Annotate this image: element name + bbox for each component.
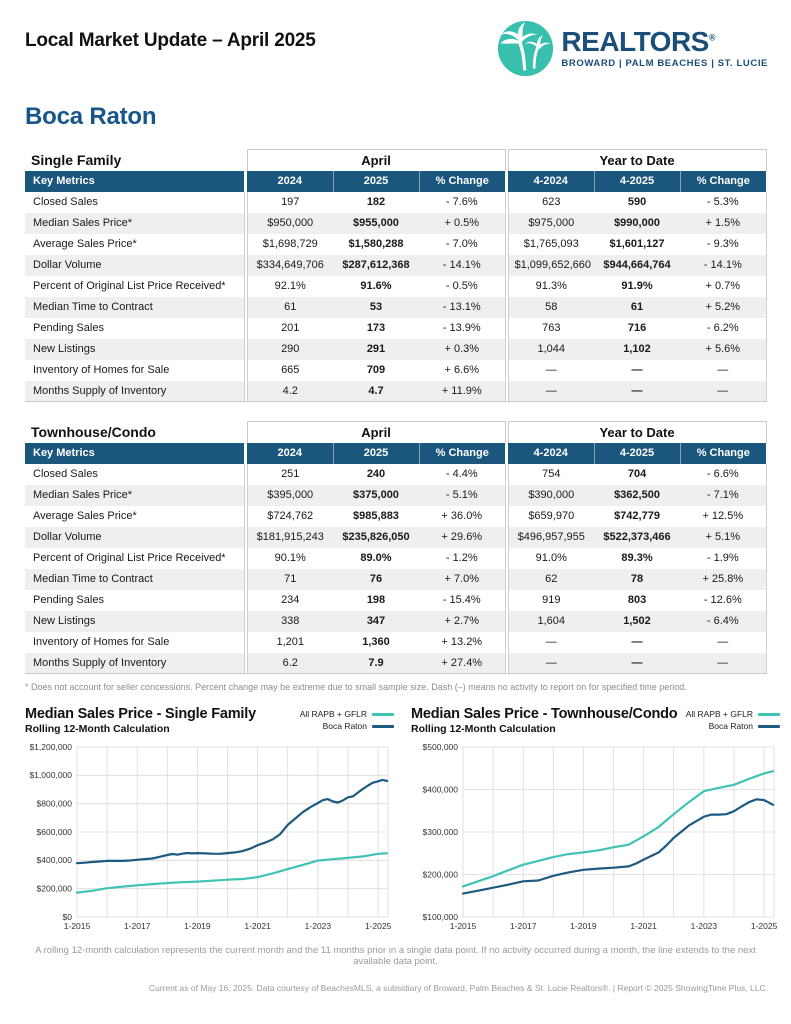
value-cell: + 2.7% bbox=[419, 611, 505, 632]
svg-text:1-2019: 1-2019 bbox=[570, 921, 597, 931]
column-header: % Change bbox=[419, 171, 505, 192]
value-cell: + 29.6% bbox=[419, 527, 505, 548]
metric-cell: Months Supply of Inventory bbox=[25, 653, 244, 674]
value-cell: - 1.2% bbox=[419, 548, 505, 569]
svg-text:$400,000: $400,000 bbox=[36, 855, 72, 866]
value-cell: $1,698,729 bbox=[247, 234, 333, 255]
value-cell: 919 bbox=[508, 590, 594, 611]
value-cell: 76 bbox=[333, 569, 419, 590]
column-header: Key Metrics bbox=[25, 171, 244, 192]
document-footer: Current as of May 16, 2025. Data courtesy of BeachesMLS, a subsidiary of Broward, Palm Beaches & St. Lucie Realtors®. | Report © 2025 ShowingTime Plus, LLC. bbox=[148, 983, 768, 993]
value-cell: $181,915,243 bbox=[247, 527, 333, 548]
column-header: 2025 bbox=[333, 443, 419, 464]
legend-item bbox=[300, 708, 394, 720]
value-cell: 58 bbox=[508, 297, 594, 318]
value-cell: + 36.0% bbox=[419, 506, 505, 527]
column-header: Key Metrics bbox=[25, 443, 244, 464]
value-cell: $975,000 bbox=[508, 213, 594, 234]
palm-trees-icon bbox=[497, 20, 554, 77]
svg-text:$200,000: $200,000 bbox=[36, 883, 72, 894]
value-cell: + 0.7% bbox=[680, 276, 766, 297]
metric-cell: Months Supply of Inventory bbox=[25, 381, 244, 402]
table-row bbox=[25, 276, 766, 297]
metric-cell: Closed Sales bbox=[25, 192, 244, 213]
single-family-chart bbox=[25, 741, 396, 933]
value-cell: + 7.0% bbox=[419, 569, 505, 590]
value-cell: $287,612,368 bbox=[333, 255, 419, 276]
value-cell: $659,970 bbox=[508, 506, 594, 527]
value-cell: + 27.4% bbox=[419, 653, 505, 674]
metric-cell: Median Time to Contract bbox=[25, 569, 244, 590]
svg-text:1-2017: 1-2017 bbox=[509, 921, 537, 931]
value-cell: - 5.1% bbox=[419, 485, 505, 506]
svg-text:$500,000: $500,000 bbox=[422, 741, 458, 752]
value-cell: + 11.9% bbox=[419, 381, 505, 402]
value-cell: 7.9 bbox=[333, 653, 419, 674]
value-cell: $955,000 bbox=[333, 213, 419, 234]
value-cell: + 6.6% bbox=[419, 360, 505, 381]
value-cell: - 15.4% bbox=[419, 590, 505, 611]
value-cell: 1,604 bbox=[508, 611, 594, 632]
value-cell: + 5.6% bbox=[680, 339, 766, 360]
value-cell: 78 bbox=[594, 569, 680, 590]
value-cell: - 7.6% bbox=[419, 192, 505, 213]
chart-subtitle: Rolling 12-Month Calculation bbox=[25, 723, 170, 735]
metric-cell: New Listings bbox=[25, 611, 244, 632]
chart-legend bbox=[686, 708, 780, 732]
metric-cell: New Listings bbox=[25, 339, 244, 360]
svg-text:1-2017: 1-2017 bbox=[123, 921, 151, 931]
table-row bbox=[25, 506, 766, 527]
metric-cell: Pending Sales bbox=[25, 590, 244, 611]
value-cell: + 12.5% bbox=[680, 506, 766, 527]
metric-cell: Pending Sales bbox=[25, 318, 244, 339]
svg-text:1-2015: 1-2015 bbox=[449, 921, 477, 931]
group-header-april: April bbox=[247, 422, 505, 443]
value-cell: 92.1% bbox=[247, 276, 333, 297]
value-cell: 338 bbox=[247, 611, 333, 632]
value-cell: + 5.2% bbox=[680, 297, 766, 318]
value-cell: - 13.1% bbox=[419, 297, 505, 318]
value-cell: $390,000 bbox=[508, 485, 594, 506]
column-header: % Change bbox=[419, 443, 505, 464]
value-cell: 704 bbox=[627, 468, 647, 480]
value-cell: 91.3% bbox=[508, 276, 594, 297]
group-header-ytd: Year to Date bbox=[508, 422, 766, 443]
value-cell: - 12.6% bbox=[680, 590, 766, 611]
svg-text:1-2023: 1-2023 bbox=[304, 921, 332, 931]
table-row bbox=[25, 339, 766, 360]
value-cell: + 0.3% bbox=[419, 339, 505, 360]
value-cell: - 9.3% bbox=[680, 234, 766, 255]
value-cell: $235,826,050 bbox=[333, 527, 419, 548]
legend-swatch bbox=[758, 725, 780, 728]
logo-regions: BROWARD | PALM BEACHES | ST. LUCIE bbox=[561, 58, 768, 69]
svg-text:$600,000: $600,000 bbox=[36, 826, 72, 837]
column-header: 2025 bbox=[333, 171, 419, 192]
value-cell: 290 bbox=[247, 339, 333, 360]
value-cell: $985,883 bbox=[353, 510, 399, 522]
value-cell: — bbox=[680, 653, 766, 674]
metric-cell: Dollar Volume bbox=[25, 527, 244, 548]
metric-cell: Inventory of Homes for Sale bbox=[25, 632, 244, 653]
value-cell: + 1.5% bbox=[680, 213, 766, 234]
value-cell: 62 bbox=[508, 569, 594, 590]
metric-cell: Percent of Original List Price Received* bbox=[25, 276, 244, 297]
single-family-table bbox=[25, 149, 767, 402]
trademark-symbol: ® bbox=[708, 32, 715, 43]
value-cell: — bbox=[680, 381, 766, 402]
svg-text:$800,000: $800,000 bbox=[36, 798, 72, 809]
single-family-chart-block bbox=[25, 706, 396, 933]
table-row bbox=[25, 381, 766, 402]
value-cell: $334,649,706 bbox=[247, 255, 333, 276]
value-cell: 6.2 bbox=[247, 653, 333, 674]
value-cell: — bbox=[631, 364, 643, 376]
legend-label: All RAPB + GFLR bbox=[685, 709, 753, 719]
value-cell: 1,360 bbox=[362, 636, 390, 648]
value-cell: 90.1% bbox=[247, 548, 333, 569]
section-title: Single Family bbox=[31, 152, 122, 168]
svg-text:1-2019: 1-2019 bbox=[184, 921, 211, 931]
legend-item bbox=[686, 720, 780, 732]
value-cell: $1,099,652,660 bbox=[508, 255, 594, 276]
metric-cell: Median Sales Price* bbox=[25, 485, 244, 506]
legend-swatch bbox=[372, 713, 394, 716]
table-row bbox=[25, 611, 766, 632]
value-cell: $1,580,288 bbox=[348, 238, 404, 250]
value-cell: $990,000 bbox=[594, 213, 680, 234]
value-cell: 182 bbox=[366, 196, 386, 208]
value-cell: - 5.3% bbox=[680, 192, 766, 213]
value-cell: — bbox=[508, 632, 594, 653]
table-row bbox=[25, 632, 766, 653]
value-cell: 91.0% bbox=[508, 548, 594, 569]
metric-cell: Dollar Volume bbox=[25, 255, 244, 276]
value-cell: — bbox=[594, 381, 680, 402]
table-row bbox=[25, 653, 766, 674]
metric-cell: Percent of Original List Price Received* bbox=[25, 548, 244, 569]
table-row bbox=[25, 485, 766, 506]
value-cell: 91.6% bbox=[360, 280, 392, 292]
svg-text:$1,200,000: $1,200,000 bbox=[29, 741, 72, 752]
table-row bbox=[25, 255, 766, 276]
metric-cell: Average Sales Price* bbox=[25, 506, 244, 527]
value-cell: $1,765,093 bbox=[508, 234, 594, 255]
value-cell: $742,779 bbox=[614, 510, 660, 522]
value-cell: $1,601,127 bbox=[609, 238, 665, 250]
value-cell: 1,102 bbox=[594, 339, 680, 360]
legend-label: Boca Raton bbox=[322, 721, 367, 731]
single-family-table-section bbox=[25, 149, 766, 402]
value-cell: - 0.5% bbox=[419, 276, 505, 297]
value-cell: - 13.9% bbox=[419, 318, 505, 339]
value-cell: — bbox=[680, 632, 766, 653]
value-cell: - 6.4% bbox=[680, 611, 766, 632]
value-cell: - 6.2% bbox=[680, 318, 766, 339]
svg-text:1-2023: 1-2023 bbox=[690, 921, 718, 931]
svg-text:1-2015: 1-2015 bbox=[63, 921, 91, 931]
value-cell: 1,201 bbox=[247, 632, 333, 653]
value-cell: — bbox=[508, 360, 594, 381]
charts-row bbox=[25, 706, 778, 933]
value-cell: - 14.1% bbox=[419, 255, 505, 276]
chart-legend bbox=[300, 708, 394, 732]
value-cell: - 4.4% bbox=[419, 464, 505, 485]
value-cell: 91.9% bbox=[621, 280, 653, 292]
value-cell: — bbox=[594, 653, 680, 674]
value-cell: - 7.0% bbox=[419, 234, 505, 255]
value-cell: 709 bbox=[366, 364, 386, 376]
value-cell: 590 bbox=[627, 196, 647, 208]
svg-text:1-2025: 1-2025 bbox=[750, 921, 778, 931]
table-row bbox=[25, 318, 766, 339]
chart-subtitle: Rolling 12-Month Calculation bbox=[411, 723, 556, 735]
svg-text:1-2021: 1-2021 bbox=[244, 921, 271, 931]
value-cell: 1,044 bbox=[508, 339, 594, 360]
value-cell: 716 bbox=[627, 322, 647, 334]
svg-text:1-2021: 1-2021 bbox=[630, 921, 657, 931]
value-cell: — bbox=[508, 653, 594, 674]
value-cell: - 1.9% bbox=[680, 548, 766, 569]
value-cell: — bbox=[680, 360, 766, 381]
condo-chart bbox=[411, 741, 782, 933]
legend-swatch bbox=[372, 725, 394, 728]
metric-cell: Closed Sales bbox=[25, 464, 244, 485]
table-row bbox=[25, 527, 766, 548]
table-row bbox=[25, 360, 766, 381]
table-row bbox=[25, 234, 766, 255]
table-row bbox=[25, 464, 766, 485]
logo-brand: REALTORS® bbox=[561, 26, 715, 57]
svg-text:$0: $0 bbox=[62, 911, 72, 922]
table-row bbox=[25, 213, 766, 234]
legend-label: Boca Raton bbox=[708, 721, 753, 731]
value-cell: $724,762 bbox=[247, 506, 333, 527]
value-cell: 754 bbox=[508, 464, 594, 485]
value-cell: + 5.1% bbox=[680, 527, 766, 548]
table-row bbox=[25, 297, 766, 318]
column-header: 2024 bbox=[247, 443, 333, 464]
table-row bbox=[25, 192, 766, 213]
column-header: 4-2024 bbox=[508, 171, 594, 192]
value-cell: $395,000 bbox=[247, 485, 333, 506]
column-header: % Change bbox=[680, 443, 766, 464]
value-cell: 291 bbox=[333, 339, 419, 360]
legend-item bbox=[686, 708, 780, 720]
value-cell: - 14.1% bbox=[680, 255, 766, 276]
legend-label: All RAPB + GFLR bbox=[299, 709, 367, 719]
value-cell: 1,502 bbox=[594, 611, 680, 632]
column-header: 4-2025 bbox=[594, 171, 680, 192]
column-header: 4-2025 bbox=[594, 443, 680, 464]
group-header-ytd: Year to Date bbox=[508, 150, 766, 171]
condo-chart-block bbox=[411, 706, 782, 933]
value-cell: 89.0% bbox=[360, 552, 392, 564]
column-header: 2024 bbox=[247, 171, 333, 192]
legend-swatch bbox=[758, 713, 780, 716]
svg-text:$300,000: $300,000 bbox=[422, 826, 458, 837]
rolling-calculation-note: A rolling 12-month calculation represents the current month and the 11 months prior in a single data point. If no activity occurred during a month, the line extends to the next available data point. bbox=[35, 945, 756, 967]
value-cell: $950,000 bbox=[247, 213, 333, 234]
chart-title: Median Sales Price - Townhouse/Condo bbox=[411, 706, 678, 722]
value-cell: 173 bbox=[366, 322, 386, 334]
value-cell: $496,957,955 bbox=[508, 527, 594, 548]
value-cell: - 7.1% bbox=[680, 485, 766, 506]
value-cell: 53 bbox=[333, 297, 419, 318]
svg-text:$200,000: $200,000 bbox=[422, 869, 458, 880]
legend-item bbox=[300, 720, 394, 732]
value-cell: 251 bbox=[247, 464, 333, 485]
table-footnote: * Does not account for seller concessions. Percent change may be extreme due to small sample size. Dash (–) means no activity to report on for specified time period. bbox=[25, 682, 687, 692]
value-cell: + 25.8% bbox=[680, 569, 766, 590]
value-cell: 61 bbox=[247, 297, 333, 318]
market-title: Boca Raton bbox=[25, 103, 157, 130]
value-cell: 4.2 bbox=[247, 381, 333, 402]
chart-title: Median Sales Price - Single Family bbox=[25, 706, 256, 722]
value-cell: — bbox=[631, 636, 643, 648]
value-cell: 4.7 bbox=[333, 381, 419, 402]
svg-text:$400,000: $400,000 bbox=[422, 784, 458, 795]
value-cell: 665 bbox=[247, 360, 333, 381]
table-row bbox=[25, 590, 766, 611]
metric-cell: Average Sales Price* bbox=[25, 234, 244, 255]
value-cell: 61 bbox=[594, 297, 680, 318]
value-cell: 198 bbox=[366, 594, 386, 606]
logo-text bbox=[561, 28, 768, 69]
metric-cell: Median Sales Price* bbox=[25, 213, 244, 234]
realtors-logo bbox=[497, 20, 768, 77]
group-header-april: April bbox=[247, 150, 505, 171]
value-cell: + 13.2% bbox=[419, 632, 505, 653]
value-cell: 623 bbox=[508, 192, 594, 213]
value-cell: 89.3% bbox=[621, 552, 653, 564]
page-title: Local Market Update – April 2025 bbox=[25, 30, 316, 51]
svg-text:$1,000,000: $1,000,000 bbox=[29, 770, 72, 781]
svg-text:$100,000: $100,000 bbox=[422, 911, 458, 922]
value-cell: $944,664,764 bbox=[594, 255, 680, 276]
value-cell: $522,373,466 bbox=[594, 527, 680, 548]
value-cell: 234 bbox=[247, 590, 333, 611]
value-cell: 71 bbox=[247, 569, 333, 590]
value-cell: $375,000 bbox=[333, 485, 419, 506]
value-cell: — bbox=[508, 381, 594, 402]
section-title: Townhouse/Condo bbox=[31, 424, 156, 440]
metric-cell: Median Time to Contract bbox=[25, 297, 244, 318]
value-cell: + 0.5% bbox=[419, 213, 505, 234]
condo-table-section bbox=[25, 421, 766, 674]
value-cell: 803 bbox=[627, 594, 647, 606]
report-header bbox=[0, 0, 791, 77]
value-cell: 201 bbox=[247, 318, 333, 339]
value-cell: 197 bbox=[247, 192, 333, 213]
value-cell: 240 bbox=[366, 468, 386, 480]
svg-text:1-2025: 1-2025 bbox=[364, 921, 392, 931]
condo-table bbox=[25, 421, 767, 674]
table-row bbox=[25, 569, 766, 590]
value-cell: - 6.6% bbox=[680, 464, 766, 485]
value-cell: 347 bbox=[333, 611, 419, 632]
value-cell: 763 bbox=[508, 318, 594, 339]
value-cell: $362,500 bbox=[594, 485, 680, 506]
metric-cell: Inventory of Homes for Sale bbox=[25, 360, 244, 381]
table-row bbox=[25, 548, 766, 569]
column-header: 4-2024 bbox=[508, 443, 594, 464]
column-header: % Change bbox=[680, 171, 766, 192]
